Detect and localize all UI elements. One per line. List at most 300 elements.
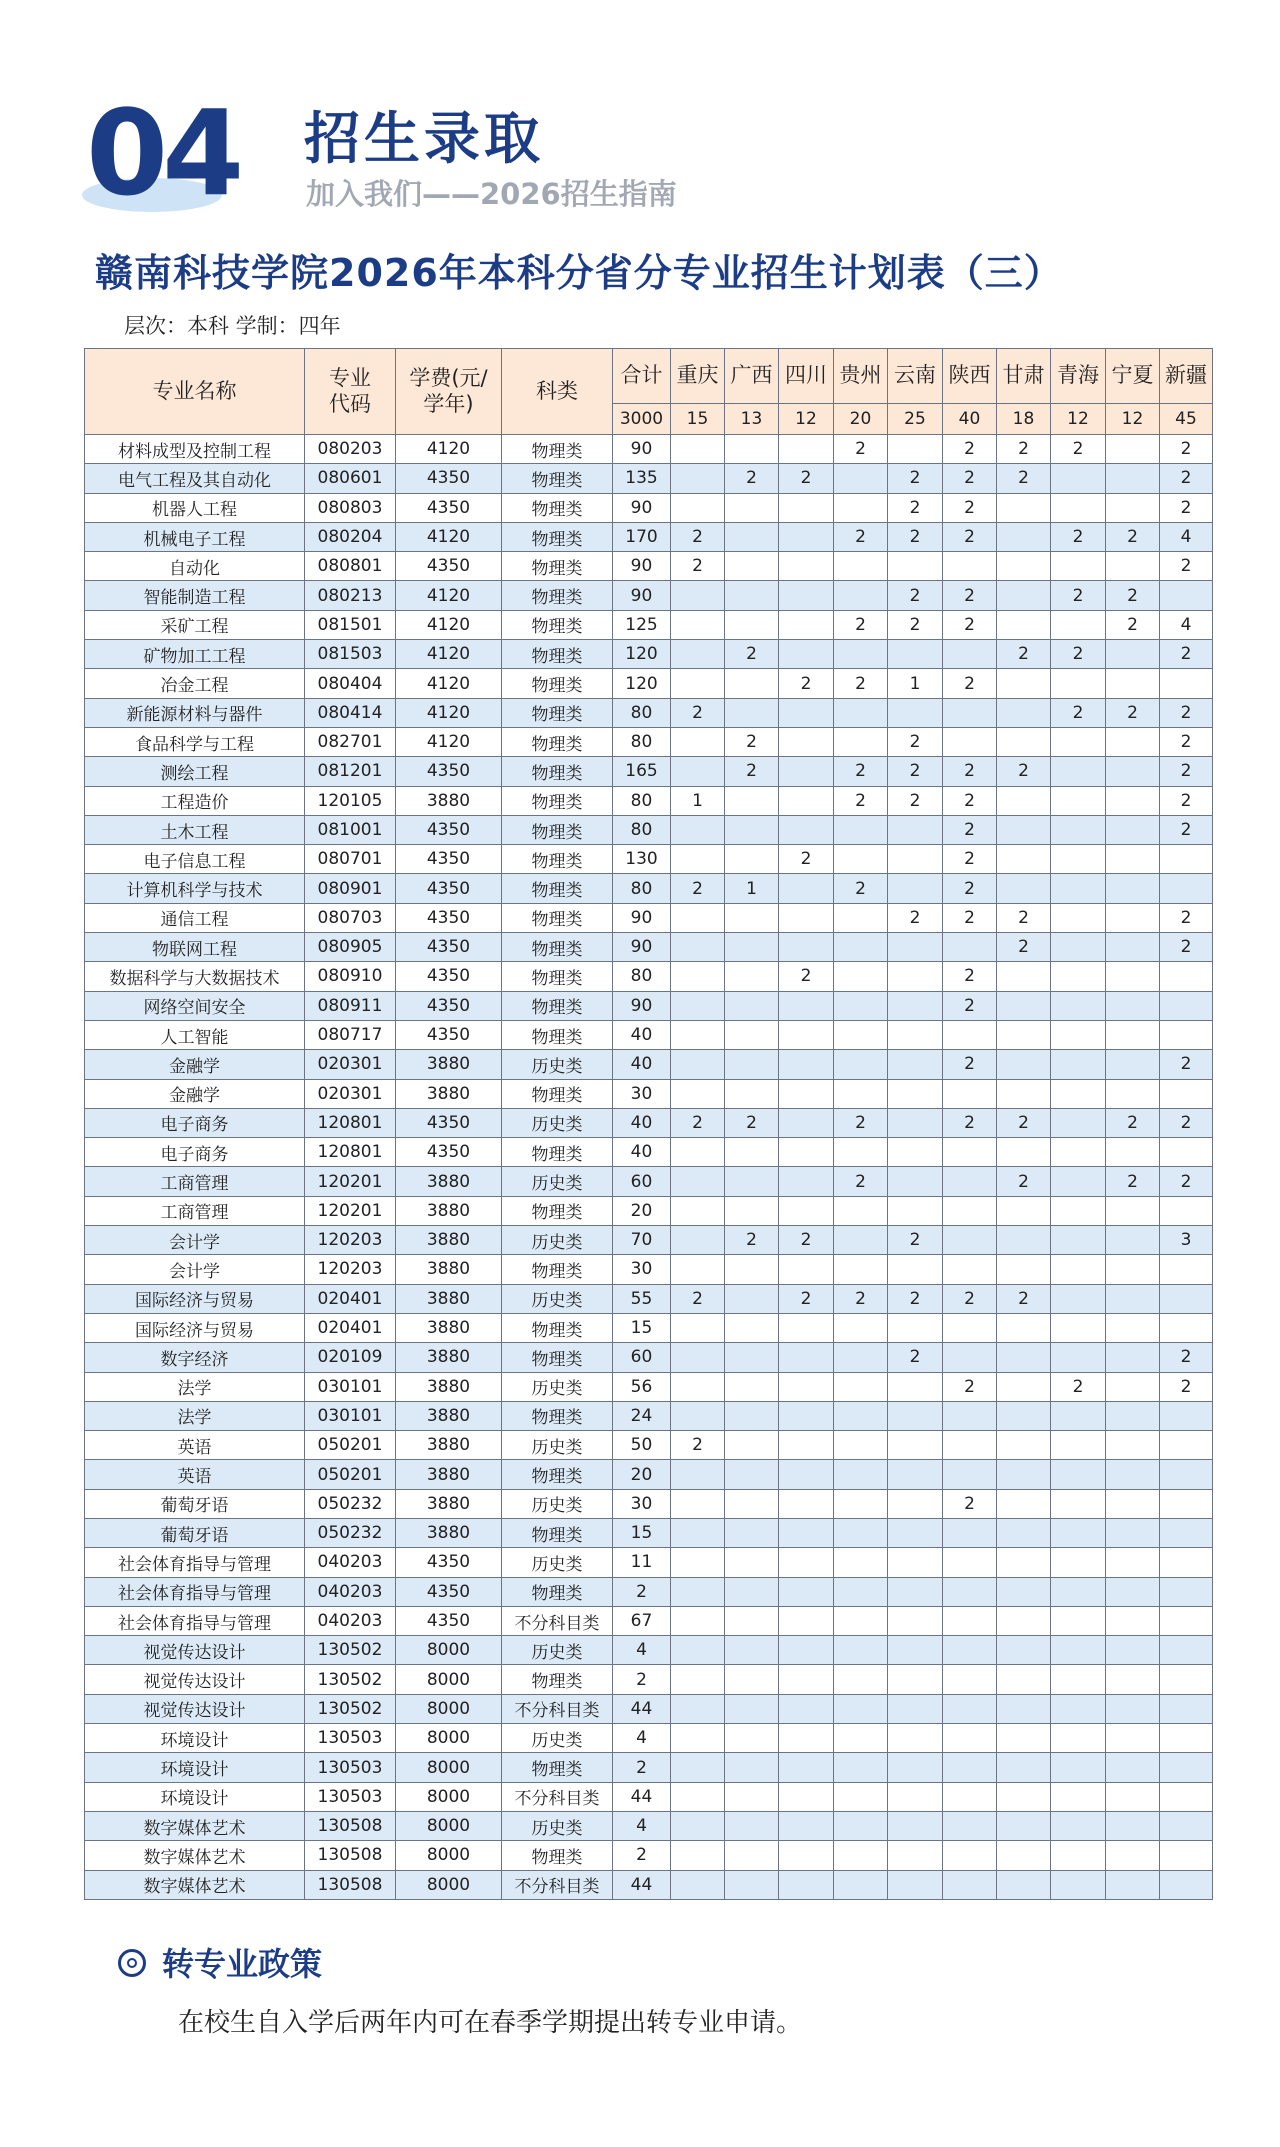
header-total: 合计 [613,349,671,404]
province-quota-cell [725,1284,779,1313]
total-cell: 44 [613,1870,671,1899]
province-quota-cell [779,581,834,610]
province-quota-cell [725,1811,779,1840]
code-cell: 130502 [305,1636,396,1665]
province-quota-cell [888,1577,943,1606]
fee-cell: 4350 [396,933,502,962]
province-quota-cell [834,1489,888,1518]
table-row [85,522,1213,551]
major-cell: 环境设计 [85,1724,305,1753]
province-quota-cell [834,640,888,669]
province-quota-cell [1106,493,1160,522]
province-quota-cell [888,1313,943,1342]
category-cell: 物理类 [502,1841,613,1870]
category-cell: 不分科目类 [502,1782,613,1811]
province-quota-cell [671,464,725,493]
fee-cell: 3880 [396,1255,502,1284]
header-province: 四川 [779,349,834,404]
fee-cell: 4120 [396,640,502,669]
total-cell: 90 [613,493,671,522]
category-cell: 物理类 [502,669,613,698]
province-quota-cell: 2 [888,727,943,756]
province-quota-cell [1051,1782,1106,1811]
province-quota-cell [997,1079,1051,1108]
province-quota-cell [1051,1636,1106,1665]
province-quota-cell [1051,1870,1106,1899]
province-quota-cell: 2 [1160,698,1213,727]
code-cell: 081001 [305,815,396,844]
province-quota-cell [671,1841,725,1870]
province-quota-cell: 2 [671,1284,725,1313]
province-quota-cell [1051,1401,1106,1430]
province-quota-cell: 2 [834,786,888,815]
total-cell: 80 [613,786,671,815]
province-quota-cell [671,1811,725,1840]
province-quota-cell [725,493,779,522]
province-quota-cell [671,962,725,991]
header-province: 云南 [888,349,943,404]
province-quota-cell [1106,845,1160,874]
province-quota-cell [779,1518,834,1547]
province-quota-cell [834,1870,888,1899]
province-quota-cell [943,1079,997,1108]
province-quota-cell [943,1138,997,1167]
province-quota-cell [888,1196,943,1225]
province-quota-cell [997,1401,1051,1430]
province-quota-cell [834,1782,888,1811]
province-quota-cell [888,552,943,581]
code-cell: 050201 [305,1460,396,1489]
province-quota-cell [834,1401,888,1430]
code-cell: 020301 [305,1079,396,1108]
total-cell: 15 [613,1313,671,1342]
province-quota-cell [888,1782,943,1811]
header-province: 陕西 [943,349,997,404]
category-cell: 历史类 [502,1489,613,1518]
province-quota-cell [888,1079,943,1108]
total-cell: 90 [613,933,671,962]
province-quota-cell [1106,757,1160,786]
province-quota-cell [779,698,834,727]
province-quota-cell: 2 [834,1108,888,1137]
category-cell: 物理类 [502,991,613,1020]
province-quota-cell [1160,991,1213,1020]
total-cell: 90 [613,552,671,581]
total-cell: 56 [613,1372,671,1401]
code-cell: 080601 [305,464,396,493]
province-quota-cell [943,1196,997,1225]
province-quota-cell [1160,1636,1213,1665]
table-row [85,1841,1213,1870]
province-quota-cell: 2 [671,874,725,903]
code-cell: 080204 [305,522,396,551]
category-cell: 物理类 [502,845,613,874]
province-quota-cell: 2 [779,464,834,493]
province-quota-cell [1051,1050,1106,1079]
province-quota-cell: 2 [943,874,997,903]
province-quota-cell [1106,1284,1160,1313]
fee-cell: 8000 [396,1636,502,1665]
province-quota-cell [1051,1167,1106,1196]
province-quota-cell [725,1167,779,1196]
province-quota-cell [725,1841,779,1870]
province-quota-cell: 2 [725,757,779,786]
province-quota-cell [1160,581,1213,610]
total-cell: 24 [613,1401,671,1430]
province-quota-cell: 2 [1106,698,1160,727]
province-quota-cell [779,1841,834,1870]
province-quota-cell [1106,1811,1160,1840]
major-cell: 金融学 [85,1079,305,1108]
province-quota-cell [1051,1577,1106,1606]
category-cell: 物理类 [502,1313,613,1342]
province-quota-cell [834,1694,888,1723]
province-quota-cell [725,845,779,874]
province-quota-cell [671,933,725,962]
province-quota-cell [725,1343,779,1372]
province-quota-cell [725,815,779,844]
province-quota-cell: 2 [997,1108,1051,1137]
province-quota-cell [1106,1665,1160,1694]
province-quota-cell [1160,669,1213,698]
province-quota-cell: 2 [997,464,1051,493]
header-major: 专业名称 [85,349,305,435]
major-cell: 环境设计 [85,1753,305,1782]
province-quota-cell: 2 [1051,522,1106,551]
province-quota-cell [779,610,834,639]
category-cell: 物理类 [502,435,613,464]
province-quota-cell [1106,962,1160,991]
province-quota-cell: 2 [671,552,725,581]
policy-heading-text: 转专业政策 [162,1945,323,1983]
document-title: 赣南科技学院2026年本科分省分专业招生计划表（三） [95,251,1063,295]
category-cell: 物理类 [502,1518,613,1547]
major-cell: 金融学 [85,1050,305,1079]
province-quota-cell [1160,1255,1213,1284]
province-quota-cell: 2 [725,1108,779,1137]
section-title: 招生录取 [304,107,544,172]
province-quota-cell: 2 [834,874,888,903]
header-province: 广西 [725,349,779,404]
province-quota-cell [1051,669,1106,698]
province-quota-cell: 2 [1160,815,1213,844]
code-cell: 080404 [305,669,396,698]
province-quota-cell [1106,435,1160,464]
province-quota-cell [834,1313,888,1342]
province-quota-cell [1051,1196,1106,1225]
category-cell: 历史类 [502,1167,613,1196]
major-cell: 冶金工程 [85,669,305,698]
province-quota-cell [888,1255,943,1284]
province-quota-cell: 2 [834,1284,888,1313]
province-quota-cell: 4 [1160,610,1213,639]
major-cell: 英语 [85,1460,305,1489]
province-quota-cell [779,991,834,1020]
category-cell: 历史类 [502,1226,613,1255]
province-quota-cell [1106,1196,1160,1225]
province-quota-cell: 2 [997,903,1051,932]
province-quota-cell: 2 [1106,522,1160,551]
table-row [85,1401,1213,1430]
category-cell: 历史类 [502,1284,613,1313]
province-quota-cell: 2 [1160,1167,1213,1196]
province-quota-cell [671,1782,725,1811]
province-quota-cell [671,610,725,639]
total-cell: 4 [613,1811,671,1840]
table-row [85,640,1213,669]
code-cell: 130508 [305,1841,396,1870]
province-quota-cell: 2 [888,757,943,786]
province-total-cell: 40 [943,404,997,435]
code-cell: 080717 [305,1020,396,1049]
province-quota-cell [1160,1489,1213,1518]
province-quota-cell [1106,464,1160,493]
category-cell: 物理类 [502,1401,613,1430]
province-quota-cell [671,815,725,844]
category-cell: 物理类 [502,1343,613,1372]
fee-cell: 3880 [396,1284,502,1313]
province-quota-cell [943,1636,997,1665]
total-cell: 40 [613,1108,671,1137]
province-quota-cell [1106,1841,1160,1870]
province-quota-cell [943,1841,997,1870]
major-cell: 葡萄牙语 [85,1489,305,1518]
major-cell: 视觉传达设计 [85,1636,305,1665]
province-quota-cell [997,1226,1051,1255]
province-quota-cell [779,1167,834,1196]
province-quota-cell [834,727,888,756]
code-cell: 040203 [305,1577,396,1606]
province-quota-cell [779,933,834,962]
province-quota-cell: 2 [888,903,943,932]
province-quota-cell [1160,1548,1213,1577]
province-quota-cell [1051,845,1106,874]
province-quota-cell [1160,1284,1213,1313]
province-quota-cell [1106,669,1160,698]
province-quota-cell: 2 [671,1108,725,1137]
province-quota-cell: 2 [1160,1343,1213,1372]
province-quota-cell [1160,1138,1213,1167]
table-row [85,786,1213,815]
province-quota-cell [1106,991,1160,1020]
province-quota-cell: 2 [1160,933,1213,962]
province-quota-cell [997,1577,1051,1606]
fee-cell: 3880 [396,1431,502,1460]
code-cell: 080905 [305,933,396,962]
code-cell: 040203 [305,1548,396,1577]
header-province: 新疆 [1160,349,1213,404]
province-quota-cell [779,493,834,522]
province-quota-cell: 2 [943,757,997,786]
category-cell: 物理类 [502,903,613,932]
fee-cell: 4350 [396,1138,502,1167]
major-cell: 国际经济与贸易 [85,1313,305,1342]
province-quota-cell [997,581,1051,610]
table-row [85,1343,1213,1372]
province-quota-cell [725,435,779,464]
province-quota-cell: 2 [1160,727,1213,756]
province-quota-cell: 2 [1160,757,1213,786]
province-quota-cell: 2 [888,1284,943,1313]
province-quota-cell [779,1079,834,1108]
fee-cell: 4120 [396,669,502,698]
table-row [85,1196,1213,1225]
province-quota-cell [671,1518,725,1547]
province-quota-cell [1106,1694,1160,1723]
province-quota-cell [671,493,725,522]
table-row [85,1811,1213,1840]
province-quota-cell: 2 [1160,464,1213,493]
province-quota-cell [834,1548,888,1577]
table-row [85,1226,1213,1255]
fee-cell: 4350 [396,962,502,991]
total-cell: 2 [613,1841,671,1870]
province-quota-cell [1106,1255,1160,1284]
total-cell: 90 [613,991,671,1020]
province-quota-cell [1051,1841,1106,1870]
province-quota-cell [943,640,997,669]
table-row [85,1577,1213,1606]
province-quota-cell [725,581,779,610]
table-row [85,1694,1213,1723]
province-quota-cell [997,845,1051,874]
total-cell: 80 [613,815,671,844]
province-quota-cell [779,874,834,903]
total-cell: 15 [613,1518,671,1547]
province-quota-cell [888,1606,943,1635]
province-quota-cell [671,1050,725,1079]
province-quota-cell [997,698,1051,727]
code-cell: 130503 [305,1724,396,1753]
province-quota-cell [779,1196,834,1225]
province-quota-cell [671,1196,725,1225]
province-quota-cell [888,1108,943,1137]
major-cell: 食品科学与工程 [85,727,305,756]
province-quota-cell: 2 [1160,640,1213,669]
province-quota-cell [1051,1079,1106,1108]
fee-cell: 3880 [396,1401,502,1430]
province-quota-cell [997,1841,1051,1870]
province-quota-cell [943,1518,997,1547]
code-cell: 050232 [305,1518,396,1547]
province-quota-cell [1051,727,1106,756]
header-province: 青海 [1051,349,1106,404]
fee-cell: 4120 [396,581,502,610]
province-quota-cell [997,1460,1051,1489]
province-quota-cell [671,1020,725,1049]
total-cell: 120 [613,669,671,698]
major-cell: 数字媒体艺术 [85,1841,305,1870]
province-quota-cell: 2 [997,435,1051,464]
table-row [85,1079,1213,1108]
category-cell: 物理类 [502,1665,613,1694]
province-quota-cell [671,1401,725,1430]
table-row [85,1431,1213,1460]
major-cell: 会计学 [85,1226,305,1255]
code-cell: 020401 [305,1313,396,1342]
fee-cell: 8000 [396,1694,502,1723]
fee-cell: 3880 [396,1460,502,1489]
province-quota-cell [888,1548,943,1577]
province-quota-cell [1160,874,1213,903]
province-quota-cell [1160,1460,1213,1489]
province-quota-cell [1051,1606,1106,1635]
province-quota-cell [997,1811,1051,1840]
province-quota-cell [1106,1636,1160,1665]
province-quota-cell [779,1606,834,1635]
code-cell: 030101 [305,1372,396,1401]
province-quota-cell [943,698,997,727]
province-quota-cell [834,1518,888,1547]
province-quota-cell: 2 [943,464,997,493]
province-quota-cell [1106,1489,1160,1518]
province-quota-cell [725,1782,779,1811]
code-cell: 080701 [305,845,396,874]
province-quota-cell [888,1431,943,1460]
province-quota-cell [1106,1313,1160,1342]
province-quota-cell [1051,874,1106,903]
province-quota-cell [1051,1694,1106,1723]
province-quota-cell [888,1372,943,1401]
code-cell: 120203 [305,1226,396,1255]
province-quota-cell [997,1636,1051,1665]
province-quota-cell [997,1870,1051,1899]
province-quota-cell [671,1313,725,1342]
province-quota-cell [779,727,834,756]
province-quota-cell [779,640,834,669]
code-cell: 020401 [305,1284,396,1313]
total-cell: 67 [613,1606,671,1635]
province-quota-cell [1160,1870,1213,1899]
province-quota-cell [725,1870,779,1899]
table-row [85,1870,1213,1899]
table-row [85,1050,1213,1079]
table-row [85,1460,1213,1489]
province-quota-cell [1160,1724,1213,1753]
province-quota-cell [671,1343,725,1372]
province-quota-cell: 2 [1051,1372,1106,1401]
province-quota-cell [1160,962,1213,991]
total-cell: 80 [613,698,671,727]
province-quota-cell [671,991,725,1020]
province-quota-cell [779,552,834,581]
total-cell: 55 [613,1284,671,1313]
code-cell: 120201 [305,1167,396,1196]
province-quota-cell [725,698,779,727]
province-total-cell: 13 [725,404,779,435]
province-quota-cell [725,933,779,962]
category-cell: 物理类 [502,1020,613,1049]
table-row [85,1489,1213,1518]
major-cell: 葡萄牙语 [85,1518,305,1547]
province-quota-cell: 2 [943,493,997,522]
province-quota-cell [725,1665,779,1694]
province-quota-cell [779,903,834,932]
province-quota-cell [725,1636,779,1665]
province-quota-cell [1160,1518,1213,1547]
category-cell: 物理类 [502,493,613,522]
province-quota-cell [779,1401,834,1430]
province-quota-cell: 2 [1051,435,1106,464]
province-quota-cell [1106,1870,1160,1899]
table-row [85,552,1213,581]
province-quota-cell: 2 [779,1226,834,1255]
fee-cell: 3880 [396,1079,502,1108]
province-quota-cell: 2 [943,522,997,551]
province-quota-cell [943,1577,997,1606]
province-quota-cell [1160,1079,1213,1108]
province-quota-cell: 2 [779,1284,834,1313]
